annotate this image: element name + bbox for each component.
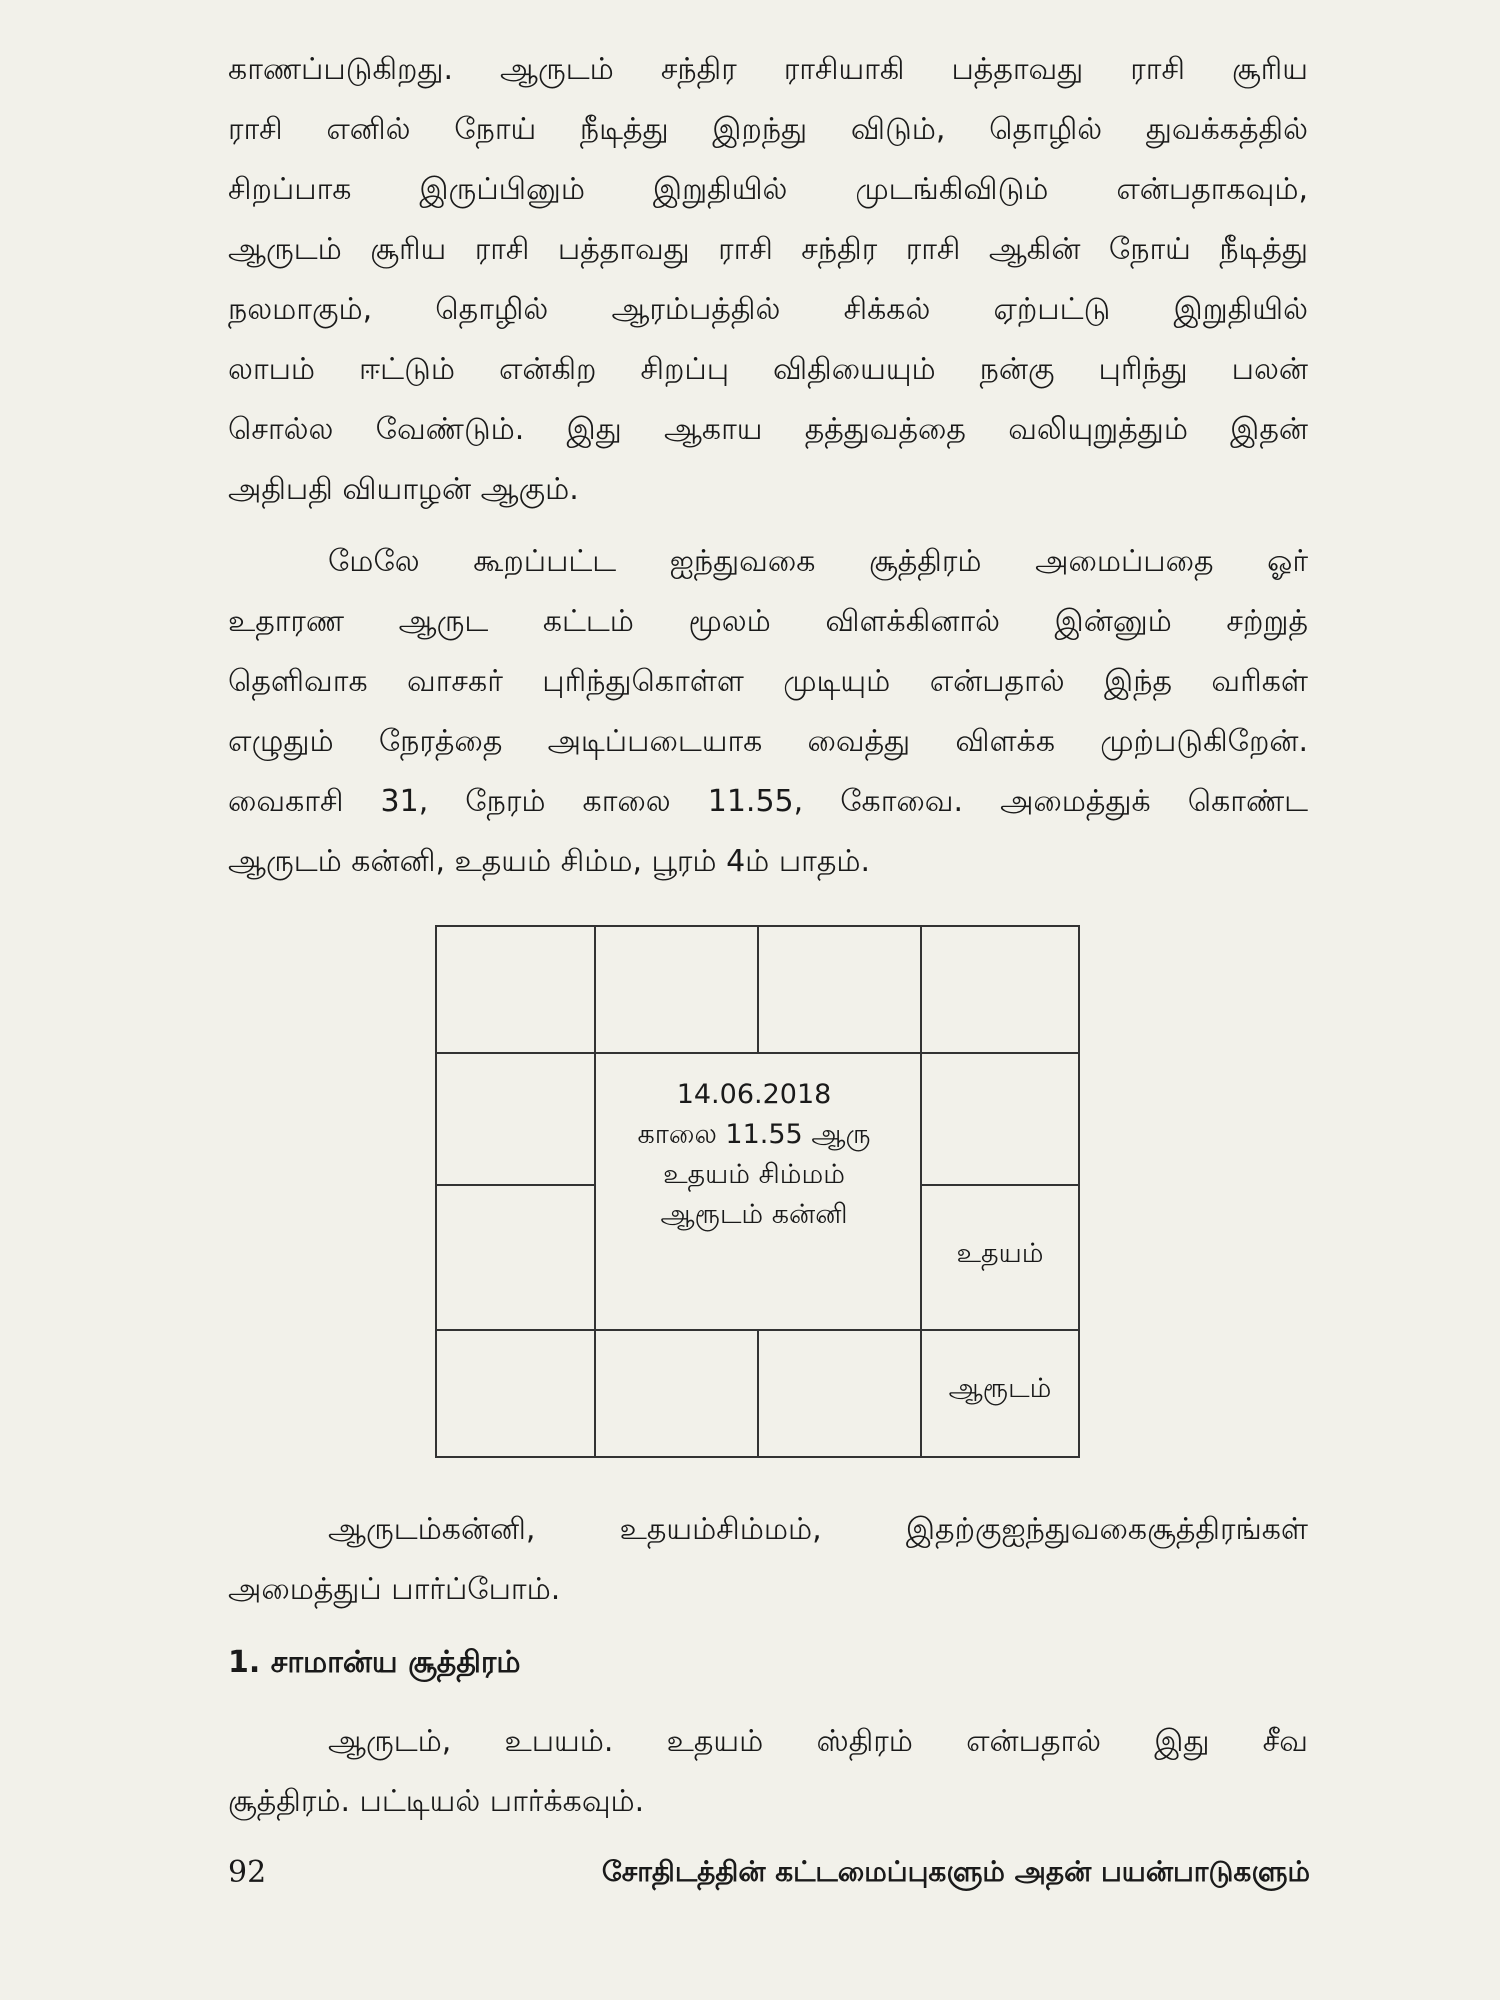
- text-line: சிறப்பாக இருப்பினும் இறுதியில் முடங்கிவிடும் என்பதாகவும்,: [228, 172, 1308, 207]
- paragraph-1: [228, 40, 1308, 520]
- page-number: 92: [228, 1855, 267, 1890]
- text-line: தெளிவாக வாசகர் புரிந்துகொள்ள முடியும் என்பதால் இந்த வரிகள்: [228, 664, 1308, 699]
- book-title: சோதிடத்தின் கட்டமைப்புகளும் அதன் பயன்பாடுகளும்: [601, 1855, 1310, 1888]
- section-heading: [228, 1633, 1308, 1693]
- text-line: சூத்திரம். பட்டியல் பார்க்கவும்.: [228, 1784, 645, 1819]
- text-line: வைகாசி 31, நேரம் காலை 11.55, கோவை. அமைத்துக் கொண்ட: [228, 784, 1308, 819]
- text-line: அமைத்துப் பார்ப்போம்.: [228, 1572, 561, 1607]
- text-line: ஆருடம்கன்னி, உதயம்சிம்மம், இதற்குஐந்துவகைசூத்திரங்கள்: [328, 1512, 1308, 1547]
- chart-date: 14.06.2018: [676, 1079, 832, 1110]
- text-line: அதிபதி வியாழன் ஆகும்.: [228, 472, 579, 507]
- text-line: எழுதும் நேரத்தை அடிப்படையாக வைத்து விளக்க முற்படுகிறேன்.: [228, 724, 1308, 759]
- text-line: ஆருடம், உபயம். உதயம் ஸ்திரம் என்பதால் இது சீவ: [328, 1724, 1308, 1759]
- section-title: 1. சாமான்ய சூத்திரம்: [228, 1645, 521, 1680]
- text-line: ஆருடம் கன்னி, உதயம் சிம்ம, பூரம் 4ம் பாதம்.: [228, 844, 871, 879]
- udhayam-cell-label: உதயம்: [956, 1238, 1044, 1269]
- text-line: லாபம் ஈட்டும் என்கிற சிறப்பு விதியையும் நன்கு புரிந்து பலன்: [228, 352, 1308, 387]
- chart-time: காலை 11.55 ஆரு: [637, 1119, 871, 1150]
- chart-arudam: ஆரூடம் கன்னி: [660, 1199, 848, 1230]
- text-line: ஆருடம் சூரிய ராசி பத்தாவது ராசி சந்திர ராசி ஆகின் நோய் நீடித்து: [228, 232, 1308, 267]
- text-line: காணப்படுகிறது. ஆருடம் சந்திர ராசியாகி பத்தாவது ராசி சூரிய: [228, 52, 1308, 87]
- paragraph-4: [228, 1712, 1308, 1832]
- text-line: ராசி எனில் நோய் நீடித்து இறந்து விடும், தொழில் துவக்கத்தில்: [228, 112, 1308, 147]
- paragraph-3: [228, 1500, 1308, 1620]
- text-line: சொல்ல வேண்டும். இது ஆகாய தத்துவத்தை வலியுறுத்தும் இதன்: [228, 412, 1308, 447]
- text-line: உதாரண ஆருட கட்டம் மூலம் விளக்கினால் இன்னும் சற்றுத்: [228, 604, 1308, 639]
- arudam-cell-label: ஆரூடம்: [948, 1373, 1052, 1404]
- text-line: நலமாகும், தொழில் ஆரம்பத்தில் சிக்கல் ஏற்பட்டு இறுதியில்: [228, 292, 1308, 327]
- chart-udhayam: உதயம் சிம்மம்: [663, 1159, 845, 1190]
- chart-center-info: [595, 1075, 913, 1235]
- horoscope-chart: [435, 925, 1080, 1458]
- text-line: மேலே கூறப்பட்ட ஐந்துவகை சூத்திரம் அமைப்பதை ஓர்: [328, 544, 1308, 579]
- paragraph-2: [228, 532, 1308, 892]
